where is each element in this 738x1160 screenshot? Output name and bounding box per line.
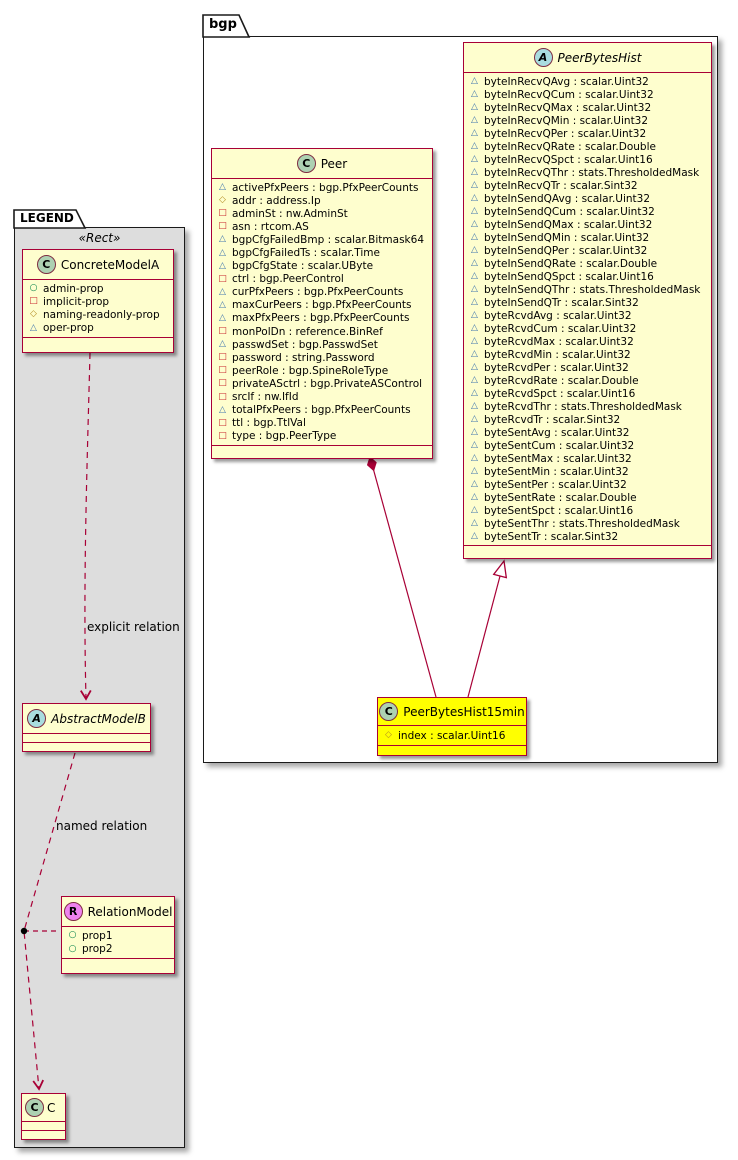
square-prop-icon: □: [218, 208, 227, 219]
peerbyteshist-methods-compartment: [464, 545, 711, 558]
triangle-prop-icon: △: [471, 258, 478, 268]
attribute-row: [469, 426, 707, 439]
class-name: ConcreteModelA: [60, 257, 160, 272]
attribute-row: [28, 322, 169, 335]
attribute-text: bgpCfgFailedBmp : scalar.Bitmask64: [232, 233, 424, 246]
triangle-prop-icon: △: [471, 102, 478, 112]
bgp-package-title: bgp: [209, 17, 237, 32]
triangle-prop-icon: △: [471, 453, 478, 463]
attribute-text: byteSentThr : stats.ThresholdedMask: [484, 517, 680, 530]
triangle-prop-icon: △: [471, 284, 478, 294]
attribute-text: byteRcvdMax : scalar.Uint32: [484, 335, 634, 348]
attribute-text: byteRcvdMin : scalar.Uint32: [484, 348, 631, 361]
triangle-prop-icon: △: [471, 427, 478, 437]
attribute-row: [469, 75, 707, 88]
triangle-prop-icon: △: [471, 89, 478, 99]
attribute-row: [469, 439, 707, 452]
triangle-prop-icon: △: [471, 141, 478, 151]
attribute-text: totalPfxPeers : bgp.PfxPeerCounts: [232, 404, 411, 417]
attribute-text: maxPfxPeers : bgp.PfxPeerCounts: [232, 312, 410, 325]
triangle-prop-icon: △: [219, 299, 226, 310]
attribute-row: [469, 413, 707, 426]
attribute-row: [469, 101, 707, 114]
explicit-relation-label: explicit relation: [87, 620, 180, 634]
triangle-prop-icon: △: [471, 492, 478, 502]
attribute-row: [28, 295, 169, 308]
attribute-row: [469, 465, 707, 478]
class-c-header: [22, 1094, 65, 1121]
attribute-text: monPolDn : reference.BinRef: [232, 325, 383, 338]
attribute-text: byteInRecvQMax : scalar.Uint32: [484, 101, 652, 114]
c-methods-compartment: [22, 1130, 65, 1139]
attribute-row: [217, 417, 428, 430]
square-prop-icon: □: [218, 273, 227, 284]
peer-methods-compartment: [212, 445, 432, 458]
class-peerbyteshist-header: [464, 43, 711, 72]
attribute-row: [469, 218, 707, 231]
attribute-row: [217, 391, 428, 404]
triangle-prop-icon: △: [471, 479, 478, 489]
triangle-prop-icon: △: [219, 260, 226, 271]
attribute-text: byteSentMin : scalar.Uint32: [484, 465, 629, 478]
attribute-row: [469, 231, 707, 244]
triangle-prop-icon: △: [30, 322, 37, 333]
attribute-row: [469, 114, 707, 127]
triangle-prop-icon: △: [219, 247, 226, 258]
square-prop-icon: □: [29, 296, 38, 307]
attribute-text: addr : address.Ip: [232, 194, 321, 207]
attribute-row: [217, 312, 428, 325]
attribute-text: activePfxPeers : bgp.PfxPeerCounts: [232, 181, 419, 194]
attribute-text: byteRcvdThr : stats.ThresholdedMask: [484, 400, 682, 413]
triangle-prop-icon: △: [471, 271, 478, 281]
triangle-prop-icon: △: [471, 323, 478, 333]
attribute-text: byteInRecvQMin : scalar.Uint32: [484, 114, 649, 127]
attribute-row: [469, 361, 707, 374]
attribute-row: [383, 728, 522, 743]
attribute-text: passwdSet : bgp.PasswdSet: [232, 338, 378, 351]
class-name: RelationModel: [87, 904, 173, 919]
concrete-class-icon: C: [25, 1098, 44, 1117]
square-prop-icon: □: [218, 221, 227, 232]
legend-stereotype-label: «Rect»: [78, 231, 121, 245]
triangle-prop-icon: △: [471, 297, 478, 307]
legend-package-title: LEGEND: [20, 211, 74, 225]
attribute-row: [469, 205, 707, 218]
attribute-row: [67, 943, 170, 957]
attribute-text: byteRcvdTr : scalar.Sint32: [484, 413, 621, 426]
triangle-prop-icon: △: [471, 375, 478, 385]
attribute-row: [469, 244, 707, 257]
attribute-text: byteInRecvQCum : scalar.Uint32: [484, 88, 654, 101]
attribute-text: byteInRecvQThr : stats.ThresholdedMask: [484, 166, 700, 179]
attribute-text: curPfxPeers : bgp.PfxPeerCounts: [232, 286, 404, 299]
triangle-prop-icon: △: [471, 440, 478, 450]
attribute-text: implicit-prop: [43, 295, 110, 308]
attribute-row: [469, 140, 707, 153]
attribute-text: privateASctrl : bgp.PrivateASControl: [232, 377, 423, 390]
peerbyteshist15min-attributes-compartment: [378, 725, 526, 745]
attribute-row: [67, 929, 170, 943]
triangle-prop-icon: △: [471, 245, 478, 255]
triangle-prop-icon: △: [219, 286, 226, 297]
attribute-text: byteInSendQAvg : scalar.Uint32: [484, 192, 651, 205]
attribute-text: byteInSendQPer : scalar.Uint32: [484, 244, 648, 257]
class-name: C: [47, 1100, 56, 1115]
attribute-text: byteSentTr : scalar.Sint32: [484, 530, 619, 543]
attribute-text: byteSentRate : scalar.Double: [484, 491, 637, 504]
attribute-row: [469, 452, 707, 465]
attribute-row: [217, 286, 428, 299]
attribute-text: byteInSendQMin : scalar.Uint32: [484, 231, 650, 244]
abstractmodelb-methods-compartment: [23, 742, 150, 751]
attribute-text: byteInSendQRate : scalar.Double: [484, 257, 658, 270]
attribute-text: password : string.Password: [232, 351, 375, 364]
attribute-row: [217, 194, 428, 207]
class-abstractmodelb: [22, 703, 151, 752]
attribute-text: byteSentAvg : scalar.Uint32: [484, 426, 630, 439]
attribute-row: [217, 181, 428, 194]
attribute-row: [469, 192, 707, 205]
triangle-prop-icon: △: [471, 219, 478, 229]
attribute-row: [217, 207, 428, 220]
attribute-row: [469, 530, 707, 543]
attribute-row: [217, 260, 428, 273]
triangle-prop-icon: △: [471, 310, 478, 320]
triangle-prop-icon: △: [471, 154, 478, 164]
attribute-row: [469, 296, 707, 309]
attribute-row: [28, 282, 169, 295]
triangle-prop-icon: △: [471, 414, 478, 424]
concrete-class-icon: C: [297, 154, 316, 173]
abstractmodelb-attributes-compartment: [23, 733, 150, 742]
square-prop-icon: □: [218, 430, 227, 441]
triangle-prop-icon: △: [471, 349, 478, 359]
c-attributes-compartment: [22, 1121, 65, 1130]
attribute-text: byteRcvdPer : scalar.Uint32: [484, 361, 629, 374]
attribute-row: [469, 387, 707, 400]
class-peer: [211, 148, 433, 459]
attribute-row: [217, 338, 428, 351]
class-relationmodel-header: [62, 897, 174, 926]
triangle-prop-icon: △: [471, 206, 478, 216]
attribute-text: byteInSendQTr : scalar.Sint32: [484, 296, 639, 309]
attribute-text: maxCurPeers : bgp.PfxPeerCounts: [232, 299, 412, 312]
attribute-row: [217, 404, 428, 417]
triangle-prop-icon: △: [471, 362, 478, 372]
concretemodela-methods-compartment: [23, 337, 173, 352]
triangle-prop-icon: △: [471, 232, 478, 242]
attribute-row: [217, 246, 428, 259]
relationmodel-attributes-compartment: [62, 926, 174, 958]
attribute-row: [469, 257, 707, 270]
triangle-prop-icon: △: [471, 466, 478, 476]
attribute-row: [469, 179, 707, 192]
triangle-prop-icon: △: [219, 339, 226, 350]
attribute-row: [217, 351, 428, 364]
class-abstractmodelb-header: [23, 704, 150, 733]
abstract-class-icon: A: [534, 48, 553, 67]
attribute-text: naming-readonly-prop: [43, 308, 160, 321]
attribute-row: [469, 127, 707, 140]
attribute-row: [469, 491, 707, 504]
attribute-row: [217, 299, 428, 312]
concrete-class-icon: C: [37, 255, 56, 274]
square-prop-icon: □: [218, 391, 227, 402]
attribute-text: srcIf : nw.IfId: [232, 391, 299, 404]
class-relationmodel: [61, 896, 175, 974]
triangle-prop-icon: △: [471, 388, 478, 398]
attribute-text: byteInRecvQRate : scalar.Double: [484, 140, 656, 153]
class-peerbyteshist15min-header: [378, 698, 526, 725]
concrete-class-icon: C: [379, 702, 398, 721]
attribute-text: byteInRecvQTr : scalar.Sint32: [484, 179, 638, 192]
attribute-text: byteSentSpct : scalar.Uint16: [484, 504, 634, 517]
triangle-prop-icon: △: [471, 518, 478, 528]
attribute-row: [469, 153, 707, 166]
diamond-prop-icon: ◇: [385, 730, 392, 740]
circle-prop-icon: ○: [68, 943, 77, 954]
class-peerbyteshist: [463, 42, 712, 559]
peer-attributes-compartment: [212, 178, 432, 445]
attribute-text: prop1: [82, 929, 113, 942]
triangle-prop-icon: △: [471, 180, 478, 190]
square-prop-icon: □: [218, 417, 227, 428]
triangle-prop-icon: △: [471, 193, 478, 203]
attribute-row: [469, 322, 707, 335]
attribute-text: byteInRecvQAvg : scalar.Uint32: [484, 75, 649, 88]
square-prop-icon: □: [218, 378, 227, 389]
class-name: PeerBytesHist15min: [403, 704, 525, 719]
named-relation-label: named relation: [56, 819, 148, 833]
triangle-prop-icon: △: [471, 76, 478, 86]
attribute-row: [469, 348, 707, 361]
peerbyteshist-attributes-compartment: [464, 72, 711, 545]
attribute-text: byteRcvdCum : scalar.Uint32: [484, 322, 637, 335]
class-peer-header: [212, 149, 432, 178]
attribute-text: byteInSendQSpct : scalar.Uint16: [484, 270, 654, 283]
legend-package-body: [14, 227, 185, 1148]
triangle-prop-icon: △: [471, 531, 478, 541]
attribute-text: byteInSendQMax : scalar.Uint32: [484, 218, 653, 231]
triangle-prop-icon: △: [471, 401, 478, 411]
attribute-row: [217, 364, 428, 377]
attribute-row: [217, 430, 428, 443]
triangle-prop-icon: △: [471, 336, 478, 346]
attribute-text: byteRcvdSpct : scalar.Uint16: [484, 387, 636, 400]
attribute-row: [469, 517, 707, 530]
attribute-row: [469, 270, 707, 283]
circle-prop-icon: ○: [29, 283, 38, 294]
peerbyteshist15min-methods-compartment: [378, 745, 526, 755]
attribute-row: [469, 478, 707, 491]
attribute-text: index : scalar.Uint16: [398, 729, 506, 742]
attribute-text: byteSentPer : scalar.Uint32: [484, 478, 627, 491]
attribute-text: admin-prop: [43, 282, 104, 295]
attribute-text: prop2: [82, 943, 113, 956]
attribute-text: adminSt : nw.AdminSt: [232, 207, 348, 220]
attribute-text: byteRcvdAvg : scalar.Uint32: [484, 309, 632, 322]
attribute-row: [469, 335, 707, 348]
class-name: PeerBytesHist: [557, 50, 642, 65]
concretemodela-attributes-compartment: [23, 279, 173, 337]
attribute-text: byteSentMax : scalar.Uint32: [484, 452, 632, 465]
class-peerbyteshist15min: [377, 697, 527, 756]
attribute-text: peerRole : bgp.SpineRoleType: [232, 364, 389, 377]
square-prop-icon: □: [218, 365, 227, 376]
attribute-row: [217, 325, 428, 338]
abstract-class-icon: A: [27, 709, 46, 728]
circle-prop-icon: ○: [68, 930, 77, 941]
class-concretemodela-header: [23, 250, 173, 279]
attribute-row: [469, 309, 707, 322]
relation-class-icon: R: [64, 902, 83, 921]
attribute-text: bgpCfgState : scalar.UByte: [232, 260, 374, 273]
attribute-text: ctrl : bgp.PeerControl: [232, 273, 344, 286]
diamond-prop-icon: ◇: [30, 309, 37, 320]
attribute-text: bgpCfgFailedTs : scalar.Time: [232, 247, 380, 260]
attribute-row: [217, 233, 428, 246]
triangle-prop-icon: △: [219, 312, 226, 323]
attribute-row: [469, 88, 707, 101]
attribute-text: byteInRecvQPer : scalar.Uint32: [484, 127, 647, 140]
triangle-prop-icon: △: [219, 182, 226, 193]
class-name: Peer: [320, 156, 348, 171]
attribute-row: [469, 504, 707, 517]
attribute-row: [469, 283, 707, 296]
attribute-row: [28, 308, 169, 321]
diamond-prop-icon: ◇: [219, 195, 226, 206]
triangle-prop-icon: △: [471, 167, 478, 177]
triangle-prop-icon: △: [219, 234, 226, 245]
square-prop-icon: □: [218, 326, 227, 337]
class-name: AbstractModelB: [51, 711, 146, 726]
attribute-text: byteRcvdRate : scalar.Double: [484, 374, 639, 387]
attribute-row: [469, 166, 707, 179]
triangle-prop-icon: △: [471, 115, 478, 125]
attribute-row: [217, 273, 428, 286]
triangle-prop-icon: △: [219, 404, 226, 415]
attribute-text: asn : rtcom.AS: [232, 220, 309, 233]
attribute-row: [217, 377, 428, 390]
class-concretemodela: [22, 249, 174, 353]
attribute-text: byteInSendQCum : scalar.Uint32: [484, 205, 655, 218]
relationmodel-methods-compartment: [62, 958, 174, 973]
attribute-text: byteInSendQThr : stats.ThresholdedMask: [484, 283, 701, 296]
attribute-row: [217, 220, 428, 233]
attribute-text: oper-prop: [43, 322, 94, 335]
attribute-text: type : bgp.PeerType: [232, 430, 337, 443]
triangle-prop-icon: △: [471, 505, 478, 515]
attribute-text: ttl : bgp.TtlVal: [232, 417, 306, 430]
class-c: [21, 1093, 66, 1140]
attribute-row: [469, 400, 707, 413]
attribute-text: byteSentCum : scalar.Uint32: [484, 439, 635, 452]
triangle-prop-icon: △: [471, 128, 478, 138]
attribute-text: byteInRecvQSpct : scalar.Uint16: [484, 153, 653, 166]
square-prop-icon: □: [218, 352, 227, 363]
attribute-row: [469, 374, 707, 387]
